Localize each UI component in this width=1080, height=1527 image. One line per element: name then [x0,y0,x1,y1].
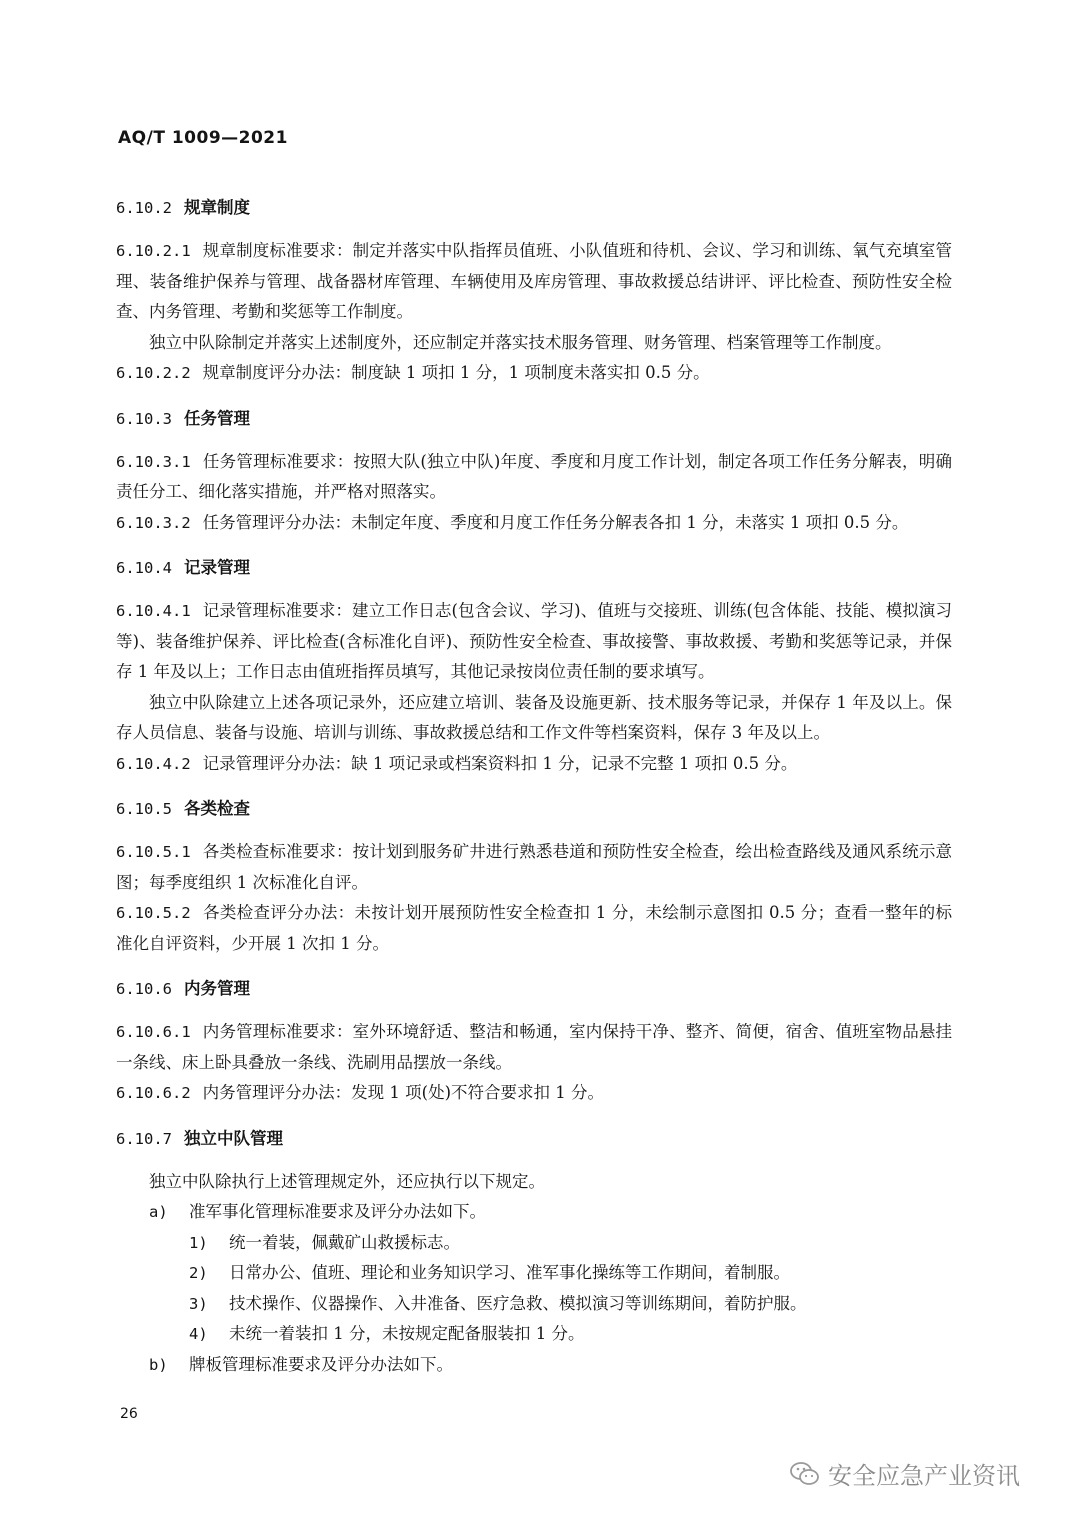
clause-6-10-4-1 [116,596,952,688]
section-number: 6.10.6 [116,980,172,998]
clause-6-10-2-1-extra: 独立中队除制定并落实上述制度外，还应制定并落实技术服务管理、财务管理、档案管理等工作制度。 [149,332,892,352]
section-title: 记录管理 [184,558,250,577]
list-marker: 4) [189,1325,208,1343]
clause-text: 任务管理标准要求：按照大队(独立中队)年度、季度和月度工作计划，制定各项工作任务分解表，明确责任分工、细化落实措施，并严格对照落实。 [116,451,952,501]
section-heading-6-10-2 [116,194,952,222]
clause-6-10-2-1 [116,236,952,328]
section-number: 6.10.7 [116,1129,172,1148]
clause-6-10-5-1 [116,837,952,898]
section-number: 6.10.2 [116,199,172,217]
section-number: 6.10.4 [116,559,172,577]
clause-number: 6.10.6.1 [116,1023,191,1041]
section-title: 任务管理 [184,408,250,428]
wechat-icon [790,1461,820,1487]
clause-number: 6.10.5.2 [116,904,191,922]
list-text: 技术操作、仪器操作、入井准备、医疗急救、模拟演习等训练期间，着防护服。 [229,1293,807,1313]
list-item-a-3 [116,1289,952,1320]
list-item-a [116,1197,952,1228]
watermark-text: 安全应急产业资讯 [828,1462,1020,1490]
clause-6-10-5-2 [116,898,952,959]
clause-text: 记录管理标准要求：建立工作日志(包含会议、学习)、值班与交接班、训练(包含体能、技能、模拟演习等)、装备维护保养、评比检查(含标准化自评)、预防性安全检查、事故接警、事故救援、考勤和奖惩等记录，并保存 1 年及以上；工作日志由值班指挥员填写，其他记录按岗位责任制的要求填写。 [116,601,952,681]
clause-number: 6.10.3.1 [116,452,191,471]
page-number: 26 [120,1406,138,1422]
list-marker: 1) [189,1233,208,1252]
clause-number: 6.10.4.2 [116,754,191,773]
clause-text: 规章制度评分办法：制度缺 1 项扣 1 分，1 项制度未落实扣 0.5 分。 [202,363,710,382]
section-title: 内务管理 [184,979,250,998]
clause-number: 6.10.4.1 [116,602,191,620]
document-body [116,190,952,1380]
document-code: AQ/T 1009—2021 [118,128,288,148]
clause-number: 6.10.3.2 [116,513,191,532]
list-text: 日常办公、值班、理论和业务知识学习、准军事化操练等工作期间，着制服。 [229,1263,790,1282]
section-heading-6-10-6 [116,975,952,1003]
clause-6-10-4-1-extra: 独立中队除建立上述各项记录外，还应建立培训、装备及设施更新、技术服务等记录，并保存 1 年及以上。保存人员信息、装备与设施、培训与训练、事故救援总结和工作文件等档案资料，保存 3 年及以上。 [116,692,952,742]
section-heading-6-10-4 [116,554,952,582]
clause-number: 6.10.2.1 [116,242,191,260]
clause-number: 6.10.6.2 [116,1084,191,1102]
clause-6-10-3-2 [116,508,952,539]
list-marker: b) [149,1355,168,1374]
section-number: 6.10.5 [116,800,172,818]
list-marker: 2) [189,1264,208,1282]
clause-6-10-3-1 [116,447,952,508]
clause-text: 内务管理标准要求：室外环境舒适、整洁和畅通，室内保持干净、整齐、简便，宿舍、值班室物品悬挂一条线、床上卧具叠放一条线、洗刷用品摆放一条线。 [116,1022,952,1072]
clause-6-10-4-2 [116,749,952,780]
clause-6-10-6-1 [116,1017,952,1078]
clause-text: 各类检查评分办法：未按计划开展预防性安全检查扣 1 分，未绘制示意图扣 0.5 分；查看一整年的标准化自评资料，少开展 1 次扣 1 分。 [116,903,952,953]
clause-6-10-6-2 [116,1078,952,1109]
list-item-a-2 [116,1258,952,1289]
clause-text: 规章制度标准要求：制定并落实中队指挥员值班、小队值班和待机、会议、学习和训练、氧气充填室管理、装备维护保养与管理、战备器材库管理、车辆使用及库房管理、事故救援总结讲评、评比检查、预防性安全检查、内务管理、考勤和奖惩等工作制度。 [116,241,952,321]
list-text: 统一着装，佩戴矿山救援标志。 [229,1232,460,1252]
list-marker: 3) [189,1294,208,1313]
list-text: 准军事化管理标准要求及评分办法如下。 [189,1202,486,1221]
section-heading-6-10-7 [116,1125,952,1153]
list-marker: a) [149,1203,168,1221]
section-number: 6.10.3 [116,409,172,428]
watermark [790,1456,1020,1491]
clause-text: 记录管理评分办法：缺 1 项记录或档案资料扣 1 分，记录不完整 1 项扣 0.5 分。 [202,753,798,773]
clause-text: 任务管理评分办法：未制定年度、季度和月度工作任务分解表各扣 1 分，未落实 1 项扣 0.5 分。 [202,512,909,532]
section-title: 规章制度 [184,198,250,217]
section-heading-6-10-3 [116,405,952,433]
clause-number: 6.10.2.2 [116,364,191,382]
list-item-b [116,1350,952,1381]
section-title: 各类检查 [184,799,250,818]
list-text: 未统一着装扣 1 分，未按规定配备服装扣 1 分。 [229,1324,585,1343]
clause-text: 内务管理评分办法：发现 1 项(处)不符合要求扣 1 分。 [202,1083,605,1102]
clause-number: 6.10.5.1 [116,843,191,861]
list-text: 牌板管理标准要求及评分办法如下。 [189,1354,453,1374]
section-title: 独立中队管理 [184,1128,283,1148]
list-item-a-1 [116,1228,952,1259]
clause-6-10-7-intro: 独立中队除执行上述管理规定外，还应执行以下规定。 [149,1171,545,1191]
section-heading-6-10-5 [116,795,952,823]
clause-text: 各类检查标准要求：按计划到服务矿井进行熟悉巷道和预防性安全检查，绘出检查路线及通风系统示意图；每季度组织 1 次标准化自评。 [116,842,952,892]
clause-6-10-2-2 [116,358,952,389]
list-item-a-4 [116,1319,952,1350]
